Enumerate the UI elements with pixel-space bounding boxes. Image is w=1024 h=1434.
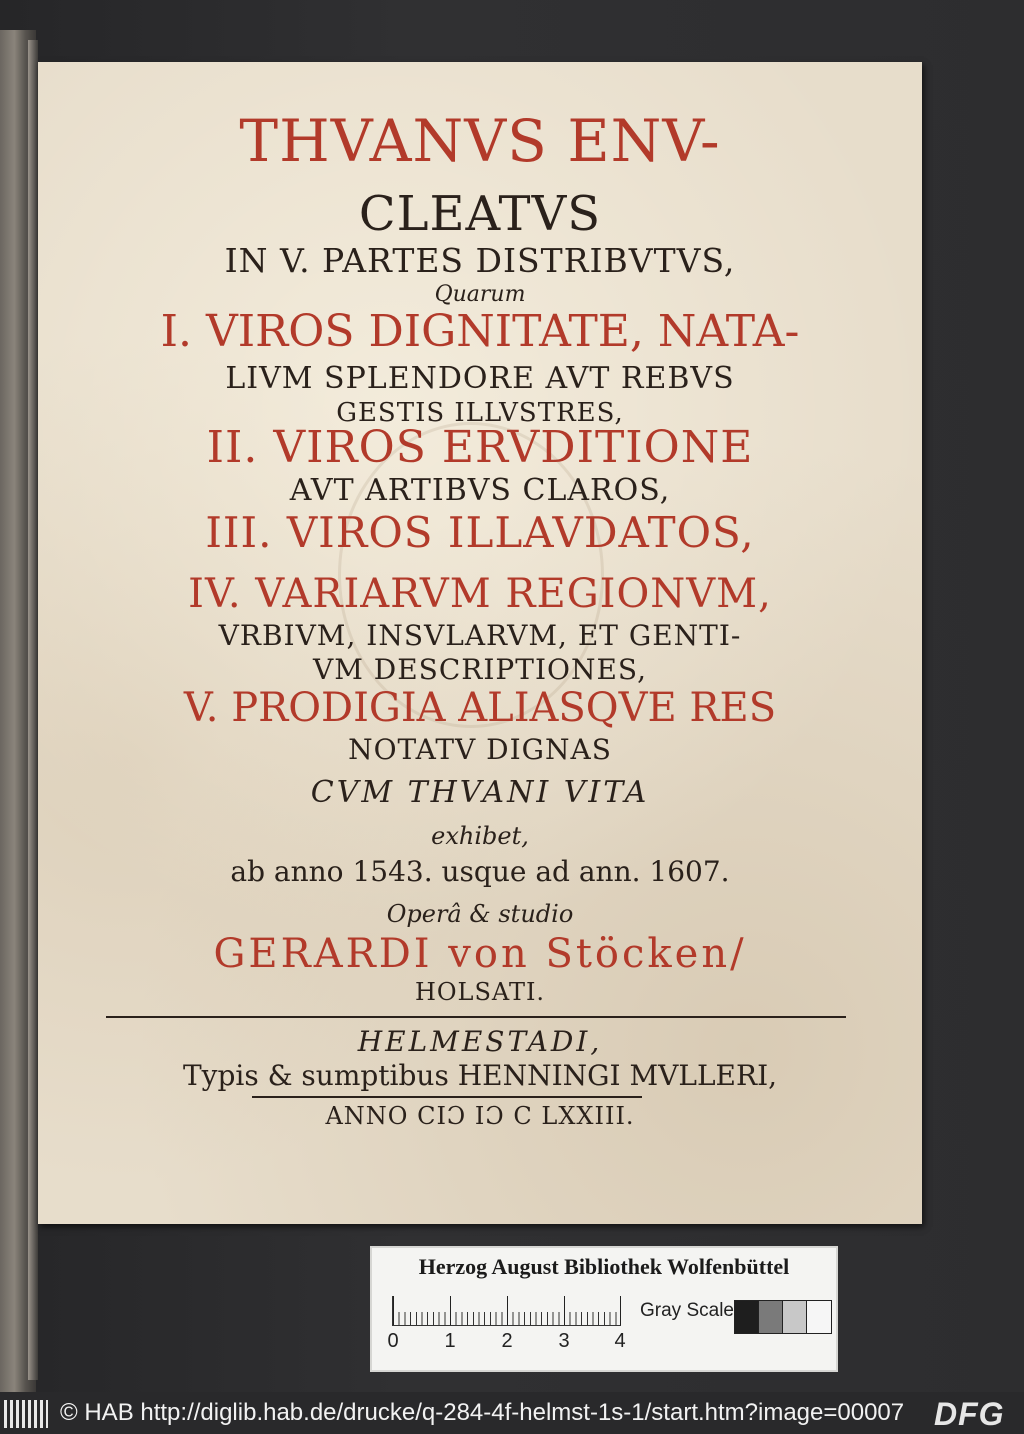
part-1-line-2: LIVM SPLENDORE AVT REBVS (225, 361, 735, 396)
imprint-printer: Typis & sumptibus HENNINGI MVLLERI, (182, 1059, 778, 1092)
gray-scale-label: Gray Scale (640, 1300, 734, 1321)
part-4-heading: IV. VARIARVM REGIONVM, (188, 571, 772, 617)
ruler-major-tick (450, 1296, 451, 1326)
part-2-heading: II. VIROS ERVDITIONE (206, 422, 754, 473)
author-name: GERARDI von Stöcken/ (213, 931, 747, 977)
library-name: Herzog August Bibliothek Wolfenbüttel (418, 1254, 790, 1279)
gray-swatch (782, 1300, 808, 1334)
gray-swatch (734, 1300, 760, 1334)
cum-thvani-vita: CVM THVANI VITA (310, 775, 650, 810)
copyright-url[interactable]: © HAB http://diglib.hab.de/drucke/q-284-4f-helmst-1s-1/start.htm?image=00007 (60, 1399, 905, 1426)
part-2-line-2: AVT ARTIBVS CLAROS, (289, 473, 671, 508)
part-5-line-2: NOTATV DIGNAS (348, 733, 612, 766)
ruler-number: 4 (614, 1330, 626, 1352)
title-line-3: IN V. PARTES DISTRIBVTVS, (224, 241, 736, 280)
author-origin: HOLSATI. (414, 978, 546, 1006)
ruler-number: 0 (387, 1330, 399, 1352)
dfg-logo: DFG (934, 1396, 1005, 1432)
ruler-number: 1 (444, 1330, 456, 1352)
scale-card (370, 1246, 838, 1372)
part-3-heading: III. VIROS ILLAVDATOS, (205, 508, 755, 557)
barcode-icon (4, 1400, 48, 1428)
footer-bar (0, 1392, 1024, 1434)
ruler-major-tick (507, 1296, 508, 1326)
imprint-place: HELMESTADI, (357, 1025, 603, 1058)
title-line-quarum: Quarum (434, 282, 526, 307)
title-page (38, 62, 922, 1224)
imprint-underline (252, 1096, 642, 1098)
ruler-number: 2 (501, 1330, 513, 1352)
divider-rule (106, 1016, 846, 1018)
part-5-heading: V. PRODIGIA ALIASQVE RES (183, 685, 777, 731)
title-line-1: THVANVS ENV- (239, 107, 721, 175)
part-4-line-2: VRBIVM, INSVLARVM, ET GENTI- (218, 619, 742, 652)
date-range: ab anno 1543. usque ad ann. 1607. (230, 855, 730, 888)
ruler-major-tick (564, 1296, 565, 1326)
binding-edge (28, 40, 38, 1380)
ruler-major-tick (393, 1296, 394, 1326)
imprint-year: ANNO CIƆ IƆ C LXXIII. (325, 1102, 635, 1130)
exhibet: exhibet, (431, 822, 529, 850)
part-4-line-3: VM DESCRIPTIONES, (313, 653, 647, 686)
opera-studio: Operâ & studio (386, 900, 574, 928)
gray-swatch (806, 1300, 832, 1334)
ruler-number: 3 (558, 1330, 570, 1352)
ruler (392, 1296, 621, 1326)
gray-swatch (758, 1300, 784, 1334)
part-1-line-3: GESTIS ILLVSTRES, (336, 398, 624, 428)
part-1-heading: I. VIROS DIGNITATE, NATA- (160, 306, 800, 357)
ruler-major-tick (620, 1296, 621, 1326)
ruler-baseline (393, 1325, 621, 1326)
title-line-2: CLEATVS (358, 186, 602, 242)
